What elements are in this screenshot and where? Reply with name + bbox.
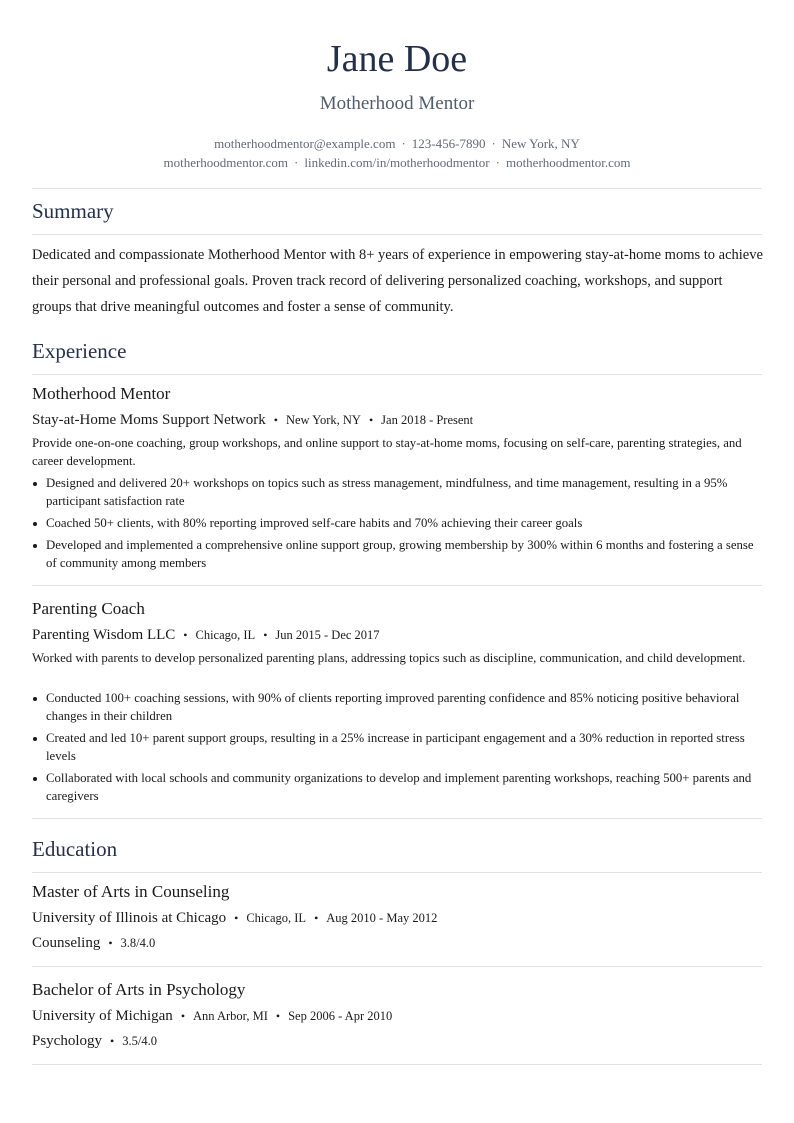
divider [32,818,762,819]
job-title: Motherhood Mentor [32,384,171,403]
field-of-study: Counseling [32,935,101,951]
gpa: 3.8/4.0 [120,936,156,950]
school-location: Ann Arbor, MI [193,1009,268,1023]
summary-text: Dedicated and compassionate Motherhood Mentor with 8+ years of experience in empowering stay-at-home moms to achieve their personal and professional goals. Proven track record of delivering personalized coaching, workshops, and support groups that drive meaningful outcomes and foster a sense of community. [32,247,763,315]
contact-row-2 [0,154,794,172]
field-meta [32,933,155,953]
bullet-separator: • [368,413,374,427]
school-name: University of Illinois at Chicago [32,910,227,926]
phone-number: 123-456-7890 [411,136,486,151]
school-location: Chicago, IL [246,911,307,925]
school-dates: Aug 2010 - May 2012 [326,911,438,925]
summary-heading: Summary [32,199,114,223]
list-item: Conducted 100+ coaching sessions, with 90% of clients reporting improved parenting confidence and 85% noticing positive behavioral changes in their children [32,689,762,725]
separator: · [491,136,496,151]
divider [32,188,762,189]
job-title: Parenting Coach [32,599,145,618]
separator: · [495,155,500,170]
website-link-secondary[interactable]: motherhoodmentor.com [505,155,631,170]
linkedin-link[interactable]: linkedin.com/in/motherhoodmentor [304,155,490,170]
job-achievements [32,689,762,809]
experience-heading: Experience [32,339,127,363]
separator: · [294,155,299,170]
divider [32,1064,762,1065]
job-meta [32,410,473,430]
bullet-separator: • [275,1009,281,1023]
candidate-name: Jane Doe [326,38,468,80]
company-name: Parenting Wisdom LLC [32,627,176,643]
school-meta [32,1006,392,1026]
contact-row-1 [0,135,794,153]
job-location: Chicago, IL [195,628,256,642]
bullet-separator: • [273,413,278,427]
job-description: Worked with parents to develop personalized parenting plans, addressing topics such as discipline, communication, and child development. [32,651,746,665]
list-item: Collaborated with local schools and community organizations to develop and implement parenting workshops, reaching 500+ parents and caregivers [32,769,762,805]
bullet-separator: • [110,1034,115,1048]
school-meta [32,908,437,928]
bullet-separator: • [108,936,113,950]
divider [32,585,762,586]
job-meta [32,625,380,645]
job-dates: Jun 2015 - Dec 2017 [275,628,380,642]
school-name: University of Michigan [32,1008,173,1024]
list-item: Developed and implemented a comprehensive online support group, growing membership by 300% within 6 months and fostering a sense of community among members [32,536,762,572]
education-heading: Education [32,837,118,861]
divider [32,966,762,967]
location: New York, NY [501,136,580,151]
bullet-separator: • [263,628,268,642]
field-of-study: Psychology [32,1033,103,1049]
list-item: Created and led 10+ parent support groups, resulting in a 25% increase in participant engagement and a 30% reduction in reported stress levels [32,729,762,765]
candidate-title: Motherhood Mentor [319,93,475,114]
divider [32,234,762,235]
email-link[interactable]: motherhoodmentor@example.com [214,136,396,151]
list-item: Coached 50+ clients, with 80% reporting improved self-care habits and 70% achieving their career goals [32,514,762,532]
field-meta [32,1031,157,1051]
job-description: Provide one-on-one coaching, group workshops, and online support to stay-at-home moms, focusing on self-care, parenting strategies, and career development. [32,436,742,468]
school-dates: Sep 2006 - Apr 2010 [288,1009,393,1023]
website-link[interactable]: motherhoodmentor.com [163,155,289,170]
degree-title: Master of Arts in Counseling [32,882,230,901]
job-achievements [32,474,762,576]
list-item: Designed and delivered 20+ workshops on topics such as stress management, mindfulness, and time management, resulting in a 95% participant satisfaction rate [32,474,762,510]
bullet-separator: • [183,628,188,642]
bullet-separator: • [314,911,319,925]
separator: · [401,136,406,151]
bullet-separator: • [180,1009,186,1023]
degree-title: Bachelor of Arts in Psychology [32,980,246,999]
bullet-separator: • [234,911,239,925]
job-location: New York, NY [285,413,361,427]
company-name: Stay-at-Home Moms Support Network [32,412,266,428]
job-dates: Jan 2018 - Present [381,413,474,427]
divider [32,374,762,375]
divider [32,872,762,873]
gpa: 3.5/4.0 [122,1034,157,1048]
